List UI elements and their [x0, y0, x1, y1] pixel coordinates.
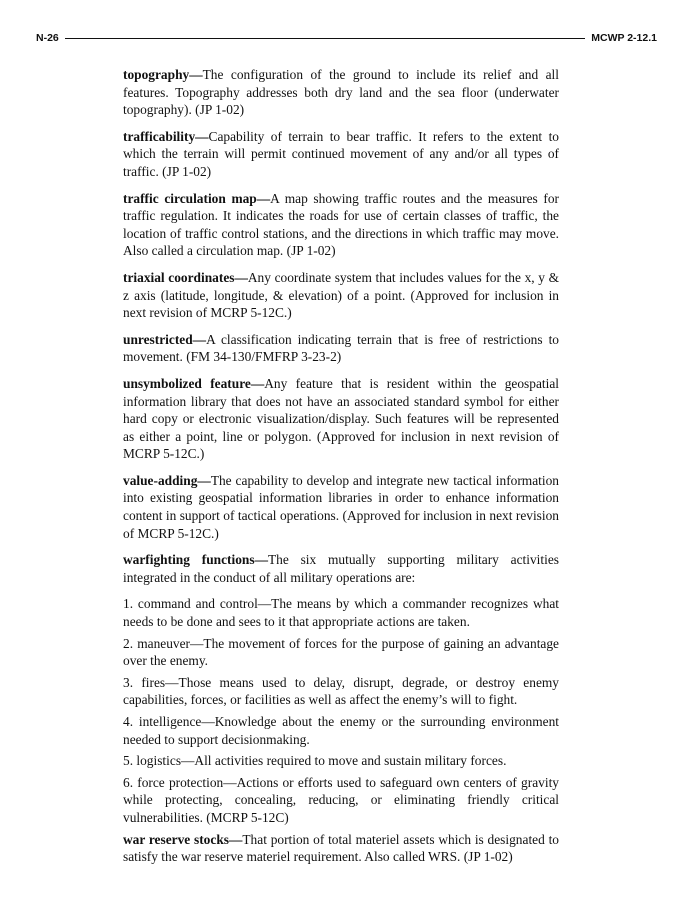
- function-item: 5. logistics—All activities required to move and sustain military forces.: [123, 753, 507, 769]
- entry-definition: The capability to develop and integrate new tactical information into existing geospatial information libraries in order to enhance information content in support of tactical operations. (Approved for inclusion in next revision of MCRP 5-12C.): [123, 472, 559, 541]
- entry-term: value-adding—: [123, 472, 211, 488]
- glossary-entry-trafficability: [123, 128, 559, 181]
- glossary-entry-unrestricted: [123, 331, 559, 366]
- header-rule: [65, 38, 585, 39]
- glossary-entry-warfighting-functions: [123, 551, 559, 586]
- function-item: 1. command and control—The means by which a commander recognizes what needs to be done and sees to it that appropriate actions are taken.: [123, 596, 559, 630]
- glossary-entry-value-adding: [123, 472, 559, 542]
- entry-term: topography—: [123, 67, 203, 82]
- function-item: 6. force protection—Actions or efforts used to safeguard own centers of gravity while protecting, concealing, reducing, or eliminating friendly critical vulnerabilities. (MCRP 5-12C): [123, 774, 559, 825]
- entry-definition: Capability of terrain to bear traffic. It refers to the extent to which the terrain will permit continued movement of any and/or all types of traffic. (JP 1-02): [123, 128, 559, 179]
- entry-definition: That portion of total materiel assets which is designated to satisfy the war reserve materiel requirement. Also called WRS. (JP 1-02): [123, 831, 559, 865]
- glossary-entry-unsymbolized-feature: [123, 375, 559, 463]
- entry-term: unsymbolized feature—: [123, 375, 265, 391]
- glossary-entry-traffic-circulation-map: [123, 190, 559, 260]
- entry-term: unrestricted—: [123, 331, 207, 347]
- entry-term: warfighting functions—: [123, 552, 268, 568]
- entry-definition: A map showing traffic routes and the measures for traffic regulation. It indicates the roads for use of certain classes of traffic, the location of traffic control stations, and the directions in which traffic may move. Also called a circulation map. (JP 1-02): [123, 190, 559, 259]
- function-item: 2. maneuver—The movement of forces for the purpose of gaining an advantage over the enemy.: [123, 635, 559, 669]
- glossary-entry-triaxial-coordinates: [123, 269, 559, 322]
- entry-definition: The six mutually supporting military activities integrated in the conduct of all military operations are:: [123, 552, 559, 585]
- function-item: 4. intelligence—Knowledge about the enemy or the surrounding environment needed to support decisionmaking.: [123, 714, 559, 747]
- entry-term: war reserve stocks—: [123, 831, 243, 847]
- page-header: [36, 30, 657, 46]
- entry-term: traffic circulation map—: [123, 190, 271, 206]
- entry-term: triaxial coordinates—: [123, 269, 248, 285]
- glossary-body: [123, 66, 559, 875]
- document-id: MCWP 2-12.1: [591, 32, 657, 44]
- entry-definition: A classification indicating terrain that is free of restrictions to movement. (FM 34-130/FMFRP 3-23-2): [123, 331, 559, 365]
- glossary-entry-topography: [123, 66, 559, 119]
- entry-definition: Any feature that is resident within the geospatial information library that does not have an associated standard symbol for either hard copy or electronic visualization/display. Such features will be represented as either a point, line or polygon. (Approved for inclusion in next revision of MCRP 5-12C.): [123, 375, 559, 462]
- function-item: 3. fires—Those means used to delay, disrupt, degrade, or destroy enemy capabilities, forces, or facilities as well as affect the enemy’s will to fight.: [123, 674, 559, 708]
- entry-definition: Any coordinate system that includes values for the x, y & z axis (latitude, longitude, & elevation) of a point. (Approved for inclusion in next revision of MCRP 5-12C.): [123, 269, 559, 321]
- entry-definition: The configuration of the ground to include its relief and all features. Topography addresses both dry land and the sea floor (underwater topography). (JP 1-02): [123, 67, 559, 118]
- page-number: N-26: [36, 32, 59, 44]
- glossary-entry-war-reserve-stocks: [123, 831, 559, 866]
- entry-term: trafficability—: [123, 128, 209, 144]
